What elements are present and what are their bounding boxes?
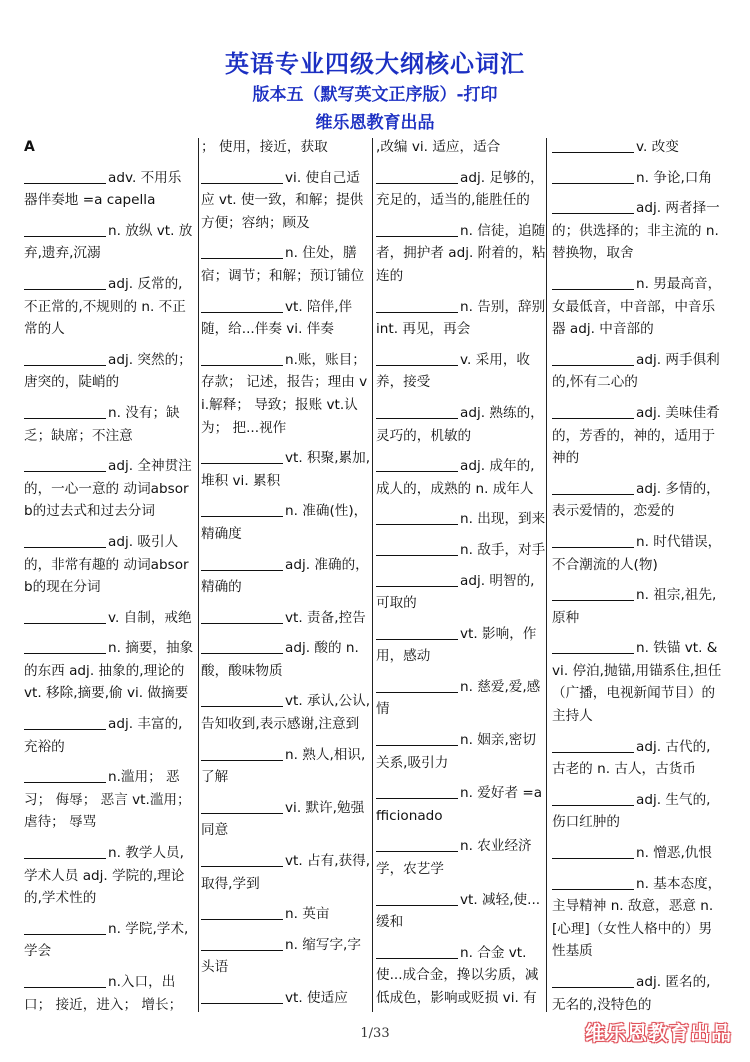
answer-blank: [552, 791, 634, 806]
entry-definition: n. 教学人员,学术人员 adj. 学院的,理论的,学术性的: [24, 845, 185, 907]
publisher-line: 维乐恩教育出品: [315, 113, 435, 133]
answer-blank: [24, 533, 106, 548]
answer-blank: [201, 502, 283, 517]
answer-blank: [552, 844, 634, 859]
vocab-entry: [24, 531, 194, 599]
answer-blank: [24, 457, 106, 472]
vocab-entry: [24, 607, 194, 630]
answer-blank: [552, 275, 634, 290]
answer-blank: [376, 784, 458, 799]
vocab-column-2: [201, 136, 371, 1012]
vocab-entry: [201, 934, 371, 979]
vocab-entry: [201, 447, 371, 492]
answer-blank: [552, 973, 634, 988]
entry-definition: adj. 丰富的,充裕的: [24, 716, 183, 755]
vocab-entry: [552, 167, 722, 190]
answer-blank: [24, 920, 106, 935]
entry-definition: vi. 默许,勉强同意: [201, 799, 365, 839]
vocab-entry: [376, 167, 546, 212]
vocab-entry: [201, 744, 371, 789]
entry-definition: adj. 反常的,不正常的,不规则的 n. 不正常的人: [24, 275, 186, 338]
vocab-entry: [552, 273, 722, 341]
vocab-entry: [201, 167, 371, 235]
answer-blank: [552, 586, 634, 601]
entry-definition: n.入口，出口； 接近，进入； 增长；: [24, 974, 183, 1012]
entry-definition: n. 告别，辞别 int. 再见，再会: [376, 298, 546, 338]
answer-blank: [24, 404, 106, 419]
entry-definition: vt. 使适应: [285, 990, 348, 1006]
vocab-entry: [376, 570, 546, 615]
vocab-entry: [552, 584, 722, 629]
entry-definition: n. 祖宗,祖先,原种: [552, 587, 717, 626]
page-number: 1/33: [360, 1026, 390, 1041]
entry-definition: adj. 明智的,可取的: [376, 572, 535, 612]
entry-definition: adv. 不用乐器伴奏地 =a capella: [24, 169, 182, 209]
vocab-entry: [552, 736, 722, 781]
entry-definition: n. 没有；缺乏；缺席；不注意: [24, 404, 180, 444]
vocab-entry: [201, 987, 371, 1010]
vocab-column-1: [24, 136, 194, 1012]
column-divider: [546, 138, 547, 1012]
watermark-logo: 维乐恩教育出品: [585, 1021, 732, 1045]
entry-definition: vt. 影响，作用，感动: [376, 625, 537, 665]
answer-blank: [24, 275, 106, 290]
answer-blank: [24, 639, 106, 654]
entry-definition: adj. 成年的,成人的，成熟的 n. 成年人: [376, 458, 535, 497]
vocab-entry: [24, 637, 194, 705]
answer-blank: [376, 891, 458, 906]
entry-definition: vt. 责备,控告: [285, 609, 366, 626]
vocab-entry: [201, 690, 371, 735]
vocab-entry: [24, 167, 194, 212]
column-divider: [372, 138, 373, 1012]
vocab-entry: [201, 797, 371, 842]
answer-blank: [24, 844, 106, 859]
vocab-entry: [24, 402, 194, 447]
entry-definition: v. 改变: [636, 139, 679, 155]
answer-blank: [201, 639, 283, 654]
vocabulary-columns: [22, 136, 728, 1016]
entry-definition: n. 慈爱,爱,感情: [376, 678, 541, 718]
vocab-entry: [552, 842, 722, 865]
answer-blank: [201, 449, 283, 464]
vocab-entry: [552, 402, 722, 470]
section-letter: A: [24, 139, 35, 155]
answer-blank: [552, 351, 634, 366]
entry-definition: n. 学院,学术,学会: [24, 920, 189, 960]
vocab-column-3: [376, 136, 546, 1012]
vocab-entry: [201, 242, 371, 287]
continued-definition: ,改编 vi. 适应，适合: [376, 139, 501, 155]
vocab-entry: [201, 607, 371, 630]
entry-definition: n. 熟人,相识,了解: [201, 746, 366, 786]
answer-blank: [376, 731, 458, 746]
vocab-entry: [24, 918, 194, 963]
vocab-entry: [201, 296, 371, 341]
answer-blank: [376, 351, 458, 366]
document-title: 英语专业四级大纲核心词汇: [225, 50, 525, 78]
entry-definition: n. 男最高音，女最低音，中音部，中音乐器 adj. 中音部的: [552, 275, 722, 338]
continued-definition: ； 使用，接近，获取: [201, 139, 328, 155]
vocab-entry: [376, 782, 546, 827]
entry-definition: adj. 古代的,古老的 n. 古人，古货币: [552, 738, 711, 778]
vocab-column-4: [552, 136, 722, 1012]
answer-blank: [201, 556, 283, 571]
entry-definition: adj. 足够的，充足的，适当的,能胜任的: [376, 169, 544, 209]
vocab-entry: [24, 273, 194, 341]
entry-definition: vi. 使自己适应 vt. 使一致，和解；提供方便；容纳；顾及: [201, 169, 364, 231]
answer-blank: [376, 837, 458, 852]
answer-blank: [24, 351, 106, 366]
answer-blank: [201, 852, 283, 867]
entry-definition: adj. 吸引人的，非常有趣的 动词absorb的现在分词: [24, 533, 189, 596]
answer-blank: [552, 480, 634, 495]
entry-definition: n. 缩写字,字头语: [201, 936, 361, 976]
answer-blank: [376, 678, 458, 693]
answer-blank: [201, 298, 283, 313]
entry-definition: n. 基本态度，主导精神 n. 敌意，恶意 n. [心理]（女性人格中的）男性基质: [552, 875, 722, 960]
answer-blank: [552, 138, 634, 153]
vocab-entry: [24, 455, 194, 523]
vocab-entry: [201, 349, 371, 439]
vocab-entry: [552, 197, 722, 265]
answer-blank: [201, 244, 283, 259]
entry-definition: n. 住处，膳宿；调节；和解；预订铺位: [201, 245, 365, 284]
answer-blank: [201, 351, 283, 366]
vocab-entry: [376, 676, 546, 721]
answer-blank: [376, 510, 458, 525]
vocab-entry: [552, 637, 722, 727]
vocab-entry: [24, 766, 194, 834]
entry-definition: n. 放纵 vt. 放弃,遗弃,沉溺: [24, 222, 193, 262]
vocab-entry: [376, 889, 546, 934]
answer-blank: [24, 609, 106, 624]
entry-definition: n. 合金 vt. 使...成合金，搀以劣质，减低成色，影响或贬损 vi. 有: [376, 944, 539, 1006]
vocab-entry: [552, 971, 722, 1012]
answer-blank: [552, 533, 634, 548]
entry-definition: adj. 美味佳肴的，芳香的，神的，适用于神的: [552, 404, 720, 467]
entry-definition: n. 铁锚 vt. &vi. 停泊,抛锚,用锚系住,担任（广播，电视新闻节目）的主持人: [552, 640, 722, 725]
vocab-entry: [552, 136, 722, 159]
answer-blank: [552, 169, 634, 184]
entry-definition: v. 自制，戒绝: [108, 609, 192, 626]
vocab-entry: [376, 402, 546, 447]
vocab-entry: [201, 850, 371, 895]
answer-blank: [24, 715, 106, 730]
answer-blank: [24, 222, 106, 237]
entry-definition: adj. 生气的,伤口红肿的: [552, 791, 711, 831]
entry-definition: adj. 熟练的，灵巧的，机敏的: [376, 404, 544, 444]
entry-definition: adj. 酸的 n. 酸，酸味物质: [201, 640, 359, 679]
vocab-entry: [376, 220, 546, 288]
entry-definition: n. 英亩: [285, 906, 330, 923]
answer-blank: [376, 457, 458, 472]
entry-definition: vt. 承认,公认,告知收到,表示感谢,注意到: [201, 693, 371, 733]
column-divider: [198, 138, 199, 1012]
answer-blank: [376, 169, 458, 184]
entry-definition: n. 争论,口角: [636, 169, 712, 186]
vocab-entry: [24, 842, 194, 910]
answer-blank: [24, 169, 106, 184]
entry-definition: adj. 两者择一的；供选择的；非主流的 n. 替换物，取舍: [552, 200, 720, 262]
answer-blank: [24, 768, 106, 783]
vocab-entry: [376, 623, 546, 668]
vocab-entry: [201, 637, 371, 682]
entry-definition: n. 农业经济学，农艺学: [376, 838, 532, 878]
answer-blank: [201, 936, 283, 951]
entry-definition: n. 憎恶,仇恨: [636, 845, 712, 862]
vocab-entry: [201, 554, 371, 599]
answer-blank: [201, 746, 283, 761]
entry-definition: vt. 积聚,累加,堆积 vi. 累积: [201, 450, 371, 489]
vocab-entry: [552, 349, 722, 394]
entry-definition: n. 时代错误，不合潮流的人(物): [552, 533, 722, 573]
vocab-entry: [24, 220, 194, 265]
entry-definition: adj. 突然的；唐突的，陡峭的: [24, 351, 192, 391]
entry-definition: n.滥用； 恶习； 侮辱； 恶言 vt.滥用； 虐待； 辱骂: [24, 769, 191, 831]
entry-definition: n. 信徒，追随者，拥护者 adj. 附着的，粘连的: [376, 222, 546, 284]
answer-blank: [376, 625, 458, 640]
answer-blank: [376, 404, 458, 419]
vocab-entry: [201, 903, 371, 926]
entry-definition: adj. 两手俱利的,怀有二心的: [552, 351, 720, 391]
entry-definition: adj. 准确的，精确的: [201, 556, 369, 596]
entry-definition: n. 摘要，抽象的东西 adj. 抽象的,理论的 vt. 移除,摘要,偷 vi. 做摘要: [24, 640, 194, 702]
vocab-entry: [376, 296, 546, 341]
entry-definition: n. 准确(性)，精确度: [201, 503, 368, 542]
vocab-entry: [376, 539, 546, 562]
document-subtitle: 版本五（默写英文正序版）-打印: [252, 85, 498, 105]
entry-definition: n. 敌手，对手: [460, 541, 546, 558]
entry-definition: adj. 全神贯注的，一心一意的 动词absorb的过去式和过去分词: [24, 458, 192, 520]
entry-definition: n. 姻亲,密切关系,吸引力: [376, 732, 536, 771]
entry-definition: n. 出现，到来: [460, 511, 546, 528]
answer-blank: [552, 199, 634, 214]
entry-definition: vt. 占有,获得,取得,学到: [201, 853, 371, 892]
answer-blank: [552, 639, 634, 654]
answer-blank: [201, 609, 283, 624]
vocab-entry: [201, 500, 371, 545]
entry-definition: vt. 陪伴,伴随，给...伴奏 vi. 伴奏: [201, 298, 353, 338]
entry-definition: v. 采用，收养，接受: [376, 351, 531, 391]
entry-definition: adj. 匿名的,无名的,没特色的: [552, 974, 711, 1012]
answer-blank: [376, 944, 458, 959]
answer-blank: [201, 692, 283, 707]
entry-definition: adj. 多情的，表示爱情的，恋爱的: [552, 480, 720, 520]
answer-blank: [376, 572, 458, 587]
answer-blank: [376, 298, 458, 313]
vocab-entry: [552, 531, 722, 576]
answer-blank: [201, 905, 283, 920]
answer-blank: [376, 541, 458, 556]
answer-blank: [201, 169, 283, 184]
vocab-entry: [376, 349, 546, 394]
answer-blank: [201, 799, 283, 814]
vocab-entry: [376, 942, 546, 1012]
vocab-entry: [24, 713, 194, 758]
vocab-entry: [376, 455, 546, 500]
vocab-entry: [376, 508, 546, 531]
answer-blank: [552, 404, 634, 419]
vocab-entry: [24, 971, 194, 1012]
vocab-entry: [376, 729, 546, 774]
vocab-entry: [552, 478, 722, 523]
answer-blank: [24, 973, 106, 988]
entry-definition: n. 爱好者 =afficionado: [376, 785, 543, 824]
answer-blank: [552, 875, 634, 890]
vocab-entry: [376, 835, 546, 880]
answer-blank: [201, 989, 283, 1004]
entry-definition: n.账，账目； 存款； 记述，报告；理由 vi.解释； 导致；报账 vt.认为； 把...视作: [201, 351, 368, 436]
entry-definition: vt. 减轻,使...缓和: [376, 891, 541, 931]
vocab-entry: [24, 349, 194, 394]
answer-blank: [376, 222, 458, 237]
answer-blank: [552, 738, 634, 753]
vocab-entry: [552, 789, 722, 834]
vocab-entry: [552, 873, 722, 963]
